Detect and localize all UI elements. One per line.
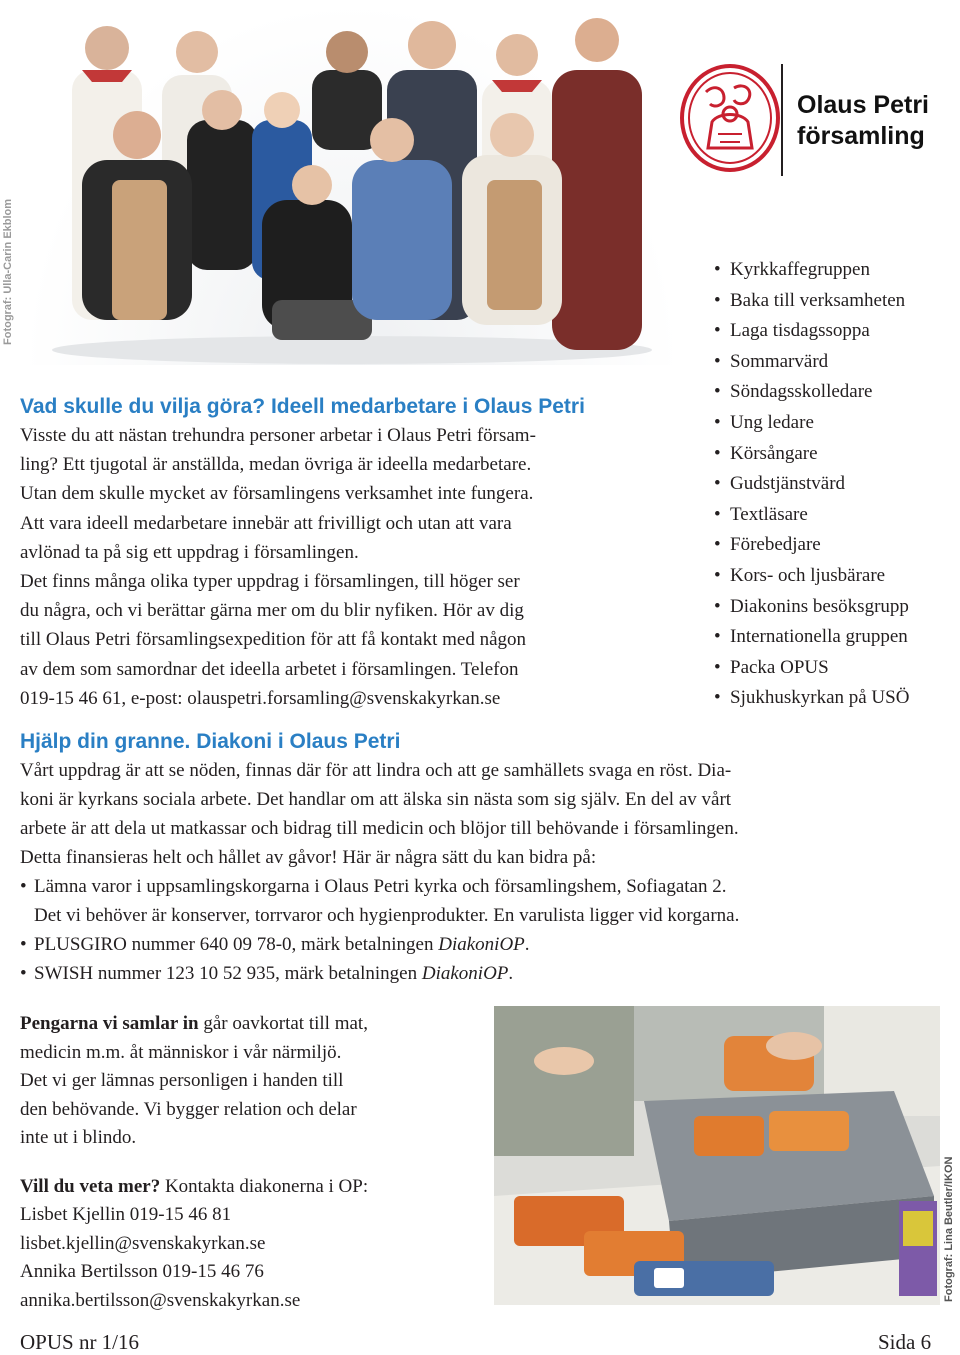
activity-item: • Baka till verksamheten bbox=[714, 286, 954, 317]
volunteer-line: Utan dem skulle mycket av församlingens verksamhet inte fungera. bbox=[20, 483, 534, 505]
activity-item: • Gudstjänstvärd bbox=[714, 469, 954, 500]
money-line: medicin m.m. åt människor i vår närmiljö. bbox=[20, 1041, 342, 1063]
lower-left-text bbox=[20, 1010, 485, 1315]
diakoni-paragraph bbox=[20, 756, 945, 988]
diakoni-heading bbox=[20, 730, 400, 754]
activity-item: • Ung ledare bbox=[714, 408, 954, 439]
money-line: Det vi ger lämnas personligen i handen till bbox=[20, 1070, 344, 1091]
volunteer-line: Det finns många olika typer uppdrag i församlingen, till höger ser bbox=[20, 571, 520, 593]
contact-line: Annika Bertilsson 019-15 46 76 bbox=[20, 1261, 264, 1282]
diakoni-line: Vårt uppdrag är att se nöden, finnas där för att lindra och att ge samhällets svaga en röst. Dia- bbox=[20, 760, 732, 781]
volunteer-line: Att vara ideell medarbetare innebär att frivilligt och utan att vara bbox=[20, 512, 512, 534]
activity-item: • Sommarvärd bbox=[714, 347, 954, 378]
contact-first-line bbox=[20, 1173, 485, 1202]
donation-item-plusgiro bbox=[20, 930, 945, 959]
contact-line: Lisbet Kjellin 019-15 46 81 bbox=[20, 1204, 232, 1225]
contact-rest: Kontakta diakonerna i OP: bbox=[160, 1175, 369, 1197]
food-sorting-photo bbox=[494, 1006, 940, 1305]
diakoni-line: koni är kyrkans sociala arbete. Det handlar om att älska sin nästa som sig själv. En del av vårt bbox=[20, 789, 732, 810]
swish-reference: DiakoniOP bbox=[421, 963, 509, 984]
diakoni-line: arbete är att dela ut matkassar och bidrag till medicin och blöjor till behövande i församlingen. bbox=[20, 818, 739, 839]
plusgiro-period: . bbox=[524, 934, 530, 955]
photo-credit-top: Fotograf: Ulla-Carin Ekblom bbox=[2, 198, 14, 345]
footer-page-number: Sida 6 bbox=[878, 1330, 932, 1354]
donation-goods-line1: Lämna varor i uppsamlingskorgarna i Olaus Petri kyrka och församlingshem, Sofiagatan 2. bbox=[34, 876, 727, 897]
volunteer-heading bbox=[20, 395, 585, 419]
logo-divider bbox=[781, 64, 783, 176]
plusgiro-text: PLUSGIRO nummer 640 09 78-0, märk betalningen bbox=[34, 934, 439, 955]
volunteer-paragraph bbox=[20, 421, 710, 713]
person-back-6 bbox=[552, 18, 642, 350]
volunteer-line: du några, och vi berättar gärna mer om du blir nyfiken. Hör av dig bbox=[20, 600, 524, 622]
organization-name bbox=[797, 90, 957, 152]
donation-item-swish bbox=[20, 959, 945, 988]
donation-ways-list bbox=[20, 872, 945, 988]
money-line: inte ut i blindo. bbox=[20, 1127, 137, 1148]
activity-item: • Packa OPUS bbox=[714, 653, 954, 684]
volunteer-line: av dem som samordnar det ideella arbetet i församlingen. Telefon bbox=[20, 658, 519, 680]
parish-logo bbox=[676, 62, 784, 174]
donation-item-goods bbox=[20, 872, 945, 901]
parish-seal-icon bbox=[676, 62, 784, 174]
diakoni-line: Detta finansieras helt och hållet av gåvor! Här är några sätt du kan bidra på: bbox=[20, 847, 597, 868]
volunteer-line: ling? Ett tjugotal är anställda, medan övriga är ideella medarbetare. bbox=[20, 454, 532, 476]
activity-item: • Kyrkkaffegruppen bbox=[714, 255, 954, 286]
diakoni-heading-lead: Hjälp din granne. bbox=[20, 730, 191, 753]
volunteer-activities-list bbox=[714, 255, 954, 714]
volunteers-illustration bbox=[22, 0, 682, 365]
volunteer-line: avlönad ta på sig ett uppdrag i församlingen. bbox=[20, 541, 359, 563]
contact-bold-lead: Vill du veta mer? bbox=[20, 1175, 161, 1197]
activity-item: • Laga tisdagssoppa bbox=[714, 316, 954, 347]
activity-item: • Textläsare bbox=[714, 500, 954, 531]
money-first-line bbox=[20, 1010, 485, 1039]
activity-item: • Körsångare bbox=[714, 439, 954, 470]
volunteer-line: Visste du att nästan trehundra personer arbetar i Olaus Petri försam- bbox=[20, 425, 536, 446]
plusgiro-reference: DiakoniOP bbox=[438, 934, 525, 955]
organization-name-line1: Olaus Petri bbox=[797, 91, 929, 119]
contact-email[interactable]: lisbet.kjellin@svenskakyrkan.se bbox=[20, 1232, 266, 1254]
volunteer-line: 019-15 46 61, e-post: olauspetri.forsamling@svenskakyrkan.se bbox=[20, 687, 501, 709]
activity-item: • Kors- och ljusbärare bbox=[714, 561, 954, 592]
swish-text: SWISH nummer 123 10 52 935, märk betalningen bbox=[34, 963, 422, 984]
money-rest: går oavkortat till mat, bbox=[198, 1013, 368, 1034]
activity-item: • Sjukhuskyrkan på USÖ bbox=[714, 683, 954, 714]
volunteers-group-photo bbox=[22, 0, 682, 365]
volunteer-heading-title: Ideell medarbetare i Olaus Petri bbox=[270, 395, 585, 418]
organization-name-line2: församling bbox=[797, 122, 925, 150]
money-line: den behövande. Vi bygger relation och delar bbox=[20, 1098, 357, 1120]
contact-email[interactable]: annika.bertilsson@svenskakyrkan.se bbox=[20, 1289, 301, 1311]
money-bold-lead: Pengarna vi samlar in bbox=[20, 1013, 199, 1034]
activity-item: • Diakonins besöksgrupp bbox=[714, 592, 954, 623]
activity-item: • Internationella gruppen bbox=[714, 622, 954, 653]
diakoni-heading-title: Diakoni i Olaus Petri bbox=[196, 730, 401, 753]
activity-item: • Söndagsskolledare bbox=[714, 377, 954, 408]
food-sorting-illustration bbox=[494, 1006, 940, 1305]
photo-credit-bottom: Fotograf: Lina Beutler/IKON bbox=[943, 1156, 955, 1302]
activity-item: • Förebedjare bbox=[714, 530, 954, 561]
footer-issue: OPUS nr 1/16 bbox=[20, 1330, 140, 1354]
donation-goods-line2: Det vi behöver är konserver, torrvaror och hygienprodukter. En varulista ligger vid korgarna. bbox=[34, 905, 740, 926]
volunteer-line: till Olaus Petri församlingsexpedition för att få kontakt med någon bbox=[20, 629, 527, 651]
swish-period: . bbox=[508, 963, 514, 984]
volunteer-heading-question: Vad skulle du vilja göra? bbox=[20, 395, 266, 418]
